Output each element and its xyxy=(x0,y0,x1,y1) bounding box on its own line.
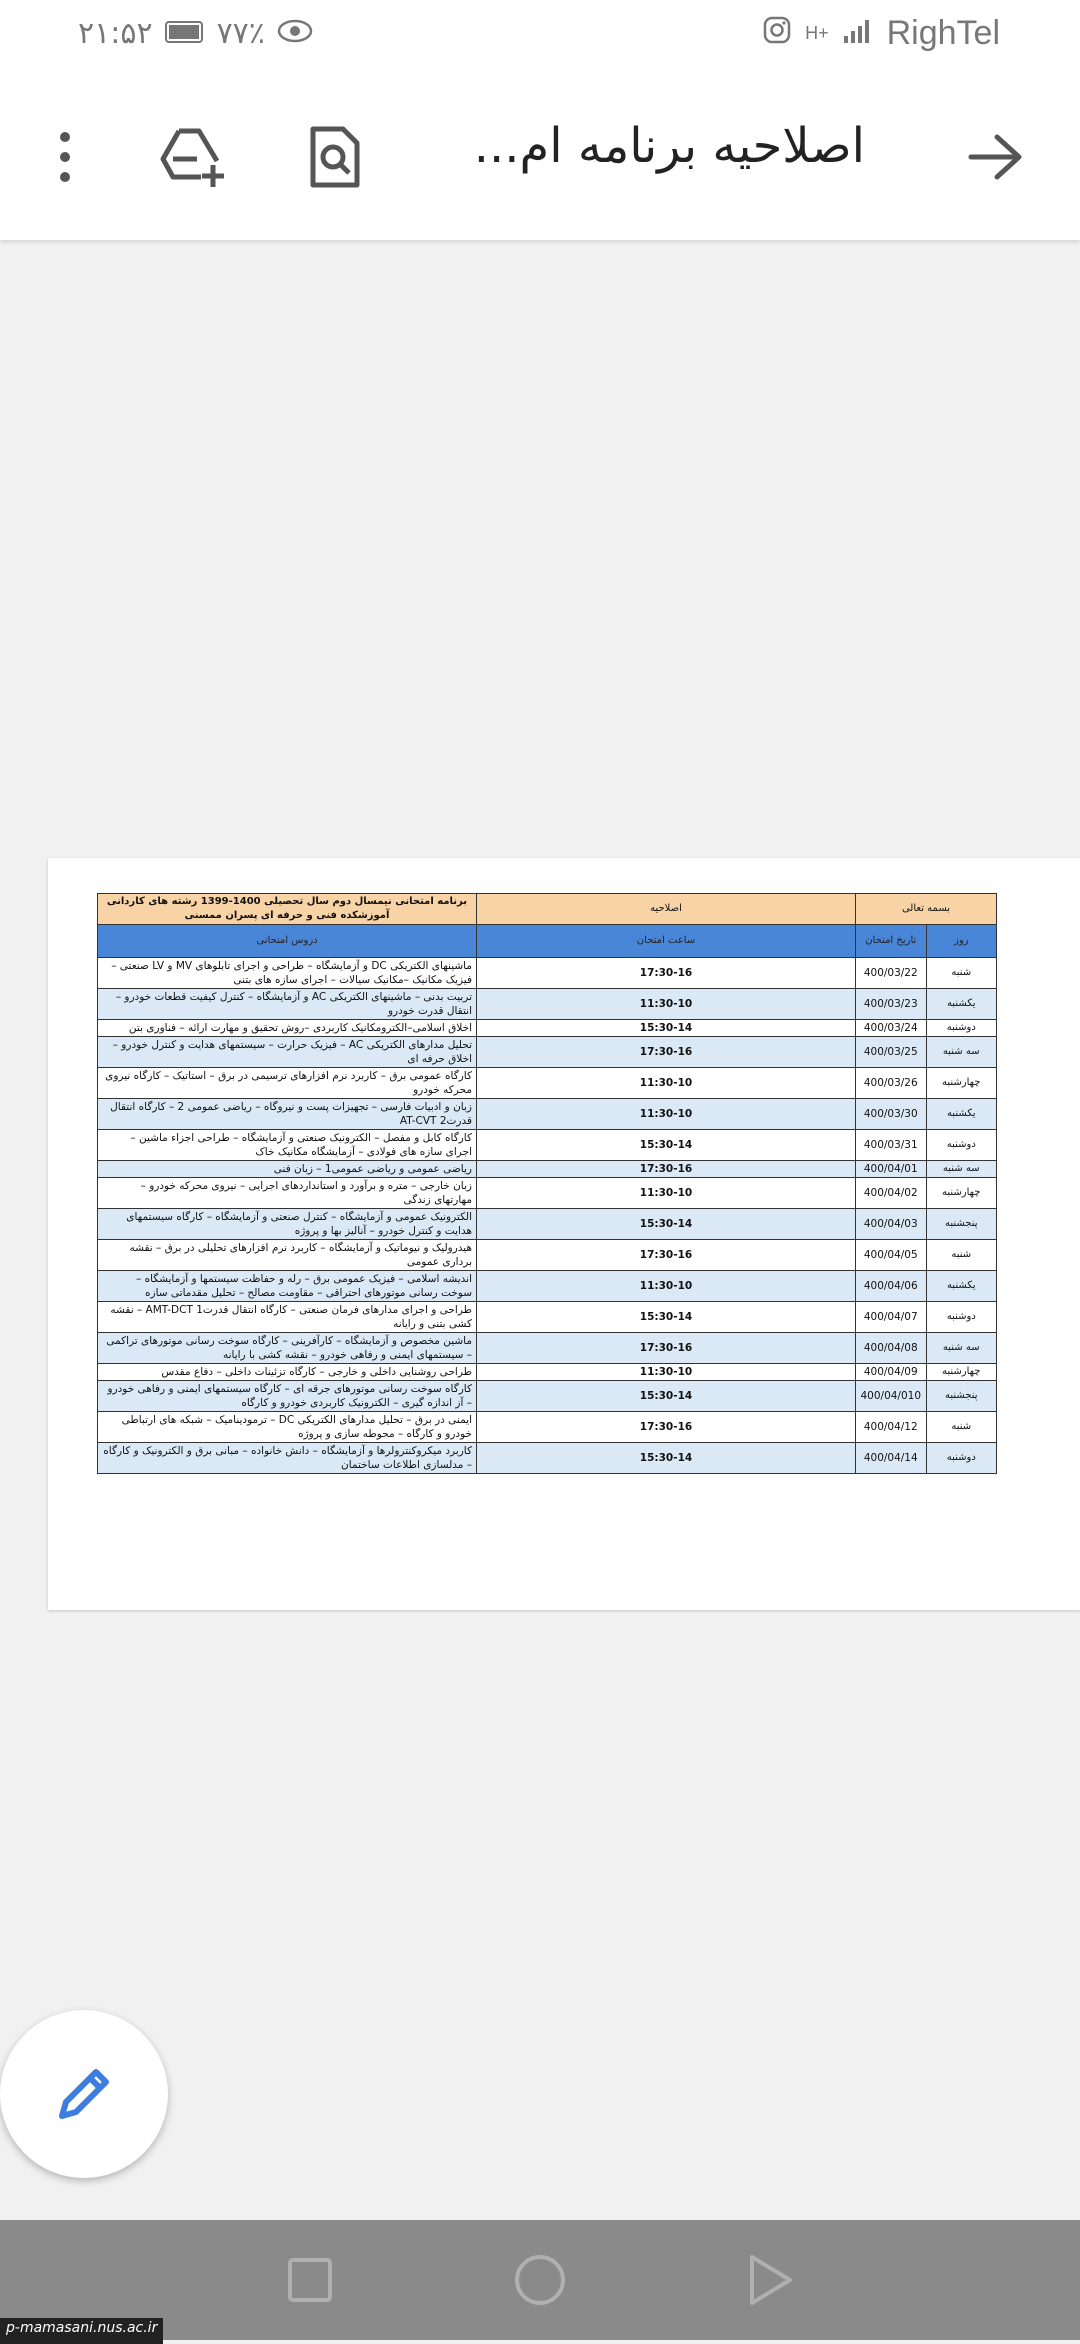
table-row xyxy=(98,1302,997,1333)
row-time: 15:30-14 xyxy=(477,1381,856,1412)
status-right xyxy=(763,14,1000,53)
row-time: 11:30-10 xyxy=(477,1271,856,1302)
table-row xyxy=(98,1161,997,1178)
row-course: کارگاه سوخت رسانی موتورهای جرقه ای – کارگاه سیستمهای ایمنی و رفاهی خودرو – آز اندازه گیری – الکترونیک کاربردی خودرو و کارگاه xyxy=(98,1381,477,1412)
row-date: 400/04/09 xyxy=(856,1364,927,1381)
triangle-back-icon xyxy=(746,2253,794,2307)
row-day: یکشنبه xyxy=(926,1271,997,1302)
nav-back-button[interactable] xyxy=(740,2250,800,2310)
row-time: 15:30-14 xyxy=(477,1130,856,1161)
col-day: روز xyxy=(926,925,997,958)
row-date: 400/04/010 xyxy=(856,1381,927,1412)
table-row xyxy=(98,1333,997,1364)
table-row xyxy=(98,1068,997,1099)
row-day: دوشنبه xyxy=(926,1020,997,1037)
row-day: سه شنبه xyxy=(926,1333,997,1364)
row-day: چهارشنبه xyxy=(926,1178,997,1209)
row-time: 17:30-16 xyxy=(477,958,856,989)
header-logo-text: بسمه تعالی xyxy=(856,894,997,925)
table-row xyxy=(98,1130,997,1161)
table-row xyxy=(98,1364,997,1381)
row-course: ایمنی در برق – تحلیل مدارهای الکتریکی DC – ترمودینامیک – شبکه های ارتباطی خودرو و کارگاه – محوطه سازی و پروژه xyxy=(98,1412,477,1443)
row-course: ماشین مخصوص و آزمایشگاه – کارآفرینی – کارگاه سوخت رسانی موتورهای تراکمی – سیستمهای ایمنی و رفاهی خودرو – نقشه کشی با رایانه xyxy=(98,1333,477,1364)
row-day: شنبه xyxy=(926,958,997,989)
row-time: 11:30-10 xyxy=(477,1178,856,1209)
row-day: پنجشنبه xyxy=(926,1381,997,1412)
row-day: یکشنبه xyxy=(926,1099,997,1130)
table-row xyxy=(98,1381,997,1412)
row-day: پنجشنبه xyxy=(926,1209,997,1240)
row-date: 400/04/02 xyxy=(856,1178,927,1209)
schedule-header-row xyxy=(98,894,997,925)
row-date: 400/04/03 xyxy=(856,1209,927,1240)
row-time: 15:30-14 xyxy=(477,1302,856,1333)
row-date: 400/04/05 xyxy=(856,1240,927,1271)
site-watermark: p-mamasani.nus.ac.ir xyxy=(0,2318,163,2344)
add-to-drive-icon xyxy=(159,125,227,189)
add-to-drive-button[interactable] xyxy=(148,112,238,202)
row-time: 11:30-10 xyxy=(477,1364,856,1381)
row-date: 400/03/24 xyxy=(856,1020,927,1037)
row-date: 400/03/26 xyxy=(856,1068,927,1099)
table-row xyxy=(98,989,997,1020)
row-day: سه شنبه xyxy=(926,1037,997,1068)
eye-icon xyxy=(277,16,313,51)
search-document-button[interactable] xyxy=(290,112,380,202)
col-time: ساعت امتحان xyxy=(477,925,856,958)
row-course: کارگاه کابل و مفصل – الکترونیک صنعتی و آزمایشگاه – طراحی اجزاء ماشین – اجرای سازه های فولادی – آزمایشگاه مکانیک خاک xyxy=(98,1130,477,1161)
row-date: 400/03/25 xyxy=(856,1037,927,1068)
row-course: اخلاق اسلامی–الکترومکانیک کاربردی –روش تحقیق و مهارت ارائه – فناوری بتن xyxy=(98,1020,477,1037)
row-time: 11:30-10 xyxy=(477,1068,856,1099)
circle-icon xyxy=(513,2253,567,2307)
table-row xyxy=(98,1037,997,1068)
more-options-button[interactable] xyxy=(20,112,110,202)
col-date: تاریخ امتحان xyxy=(856,925,927,958)
row-course: کاربرد میکروکنترولرها و آزمایشگاه – دانش خانواده – مبانی برق و الکترونیک و کارگاه – مدلسازی اطلاعات ساختمان xyxy=(98,1443,477,1474)
arrow-back-icon xyxy=(967,133,1023,181)
table-row xyxy=(98,1209,997,1240)
home-button[interactable] xyxy=(510,2250,570,2310)
row-day: یکشنبه xyxy=(926,989,997,1020)
table-row xyxy=(98,958,997,989)
row-course: الکترونیک عمومی و آزمایشگاه – کنترل صنعتی و آزمایشگاه – کارگاه سیستمهای هدایت و کنترل خودرو – آنالیز بها و پروژه xyxy=(98,1209,477,1240)
row-time: 17:30-16 xyxy=(477,1161,856,1178)
row-date: 400/03/31 xyxy=(856,1130,927,1161)
row-date: 400/04/01 xyxy=(856,1161,927,1178)
row-course: طراحی روشنایی داخلی و خارجی – کارگاه تزئینات داخلی – دفاع مقدس xyxy=(98,1364,477,1381)
table-row xyxy=(98,1412,997,1443)
square-icon xyxy=(287,2257,333,2303)
app-toolbar xyxy=(0,72,1080,240)
row-date: 400/03/22 xyxy=(856,958,927,989)
network-type: H+ xyxy=(805,23,829,43)
row-day: شنبه xyxy=(926,1412,997,1443)
table-row xyxy=(98,1020,997,1037)
row-date: 400/04/14 xyxy=(856,1443,927,1474)
find-in-page-icon xyxy=(309,125,361,189)
row-date: 400/04/06 xyxy=(856,1271,927,1302)
schedule-title: برنامه امتحانی نیمسال دوم سال تحصیلی 1400-1399 رشته های کاردانی آموزشکده فنی و حرفه ای پسران ممسنی xyxy=(98,894,477,925)
row-time: 15:30-14 xyxy=(477,1443,856,1474)
row-time: 17:30-16 xyxy=(477,1037,856,1068)
row-time: 17:30-16 xyxy=(477,1333,856,1364)
row-day: چهارشنبه xyxy=(926,1068,997,1099)
table-row xyxy=(98,1443,997,1474)
back-button[interactable] xyxy=(950,112,1040,202)
row-day: سه شنبه xyxy=(926,1161,997,1178)
row-date: 400/03/23 xyxy=(856,989,927,1020)
carrier-name: RighTel xyxy=(886,14,1000,52)
row-course: زبان خارجی – متره و برآورد و استانداردهای اجرایی – نیروی محرکه خودرو – مهارتهای زندگی xyxy=(98,1178,477,1209)
row-course: اندیشه اسلامی – فیزیک عمومی برق – رله و حفاظت سیستمها و آزمایشگاه – سوخت رسانی موتورهای احتراقی – مقاومت مصالح – تحلیل مقدماتی سازه xyxy=(98,1271,477,1302)
row-date: 400/03/30 xyxy=(856,1099,927,1130)
row-day: دوشنبه xyxy=(926,1443,997,1474)
pencil-icon xyxy=(52,2062,116,2126)
row-time: 11:30-10 xyxy=(477,989,856,1020)
status-bar xyxy=(0,0,1080,72)
row-time: 17:30-16 xyxy=(477,1412,856,1443)
row-course: تحلیل مدارهای الکتریکی AC – فیزیک حرارت – سیستمهای هدایت و کنترل خودرو – اخلاق حرفه ای xyxy=(98,1037,477,1068)
more-vert-icon xyxy=(55,127,75,187)
row-course: طراحی و اجرای مدارهای فرمان صنعتی – کارگاه انتقال قدرت1 AMT-DCT – نقشه کشی بتنی و رایانه xyxy=(98,1302,477,1333)
row-day: شنبه xyxy=(926,1240,997,1271)
table-row xyxy=(98,1178,997,1209)
recents-button[interactable] xyxy=(280,2250,340,2310)
edit-fab-button[interactable] xyxy=(0,2010,168,2178)
row-time: 11:30-10 xyxy=(477,1099,856,1130)
row-time: 17:30-16 xyxy=(477,1240,856,1271)
row-day: دوشنبه xyxy=(926,1302,997,1333)
schedule-rows xyxy=(98,958,997,1474)
exam-schedule-table xyxy=(97,893,997,1474)
column-header-row xyxy=(98,925,997,958)
header-label: اصلاحیه xyxy=(477,894,856,925)
table-row xyxy=(98,1099,997,1130)
row-course: کارگاه عمومی برق – کاربرد نرم افزارهای ترسیمی در برق – استاتیک – کارگاه نیروی محرکه خودرو xyxy=(98,1068,477,1099)
row-day: دوشنبه xyxy=(926,1130,997,1161)
row-date: 400/04/12 xyxy=(856,1412,927,1443)
row-course: تربیت بدنی – ماشینهای الکتریکی AC و آزمایشگاه – کنترل کیفیت قطعات خودرو – انتقال قدرت خودرو xyxy=(98,989,477,1020)
col-course: دروس امتحانی xyxy=(98,925,477,958)
row-course: هیدرولیک و نیوماتیک و آزمایشگاه – کاربرد نرم افزارهای تحلیلی در برق – نقشه برداری عمومی xyxy=(98,1240,477,1271)
row-course: زبان و ادبیات فارسی – تجهیزات پست و نیروگاه – ریاضی عمومی 2 – کارگاه انتقال قدرت2 AT-CVT xyxy=(98,1099,477,1130)
status-left xyxy=(78,16,313,51)
table-row xyxy=(98,1271,997,1302)
time-text: ۲۱:۵۲ xyxy=(78,16,153,51)
document-title: اصلاحیه برنامه ام... xyxy=(473,118,865,174)
row-date: 400/04/08 xyxy=(856,1333,927,1364)
row-time: 15:30-14 xyxy=(477,1020,856,1037)
signal-icon xyxy=(843,14,873,53)
row-course: ماشینهای الکتریکی DC و آزمایشگاه – طراحی و اجرای تابلوهای MV و LV صنعتی – فیزیک مکانیک –مکانیک سیالات – اجرای سازه های بتنی xyxy=(98,958,477,989)
row-course: ریاضی عمومی و ریاضی عمومی1 – زبان فنی xyxy=(98,1161,477,1178)
table-row xyxy=(98,1240,997,1271)
row-date: 400/04/07 xyxy=(856,1302,927,1333)
row-day: چهارشنبه xyxy=(926,1364,997,1381)
battery-text: ۷۷٪ xyxy=(216,16,265,51)
instagram-icon xyxy=(763,14,791,53)
row-time: 15:30-14 xyxy=(477,1209,856,1240)
battery-icon xyxy=(165,16,205,51)
